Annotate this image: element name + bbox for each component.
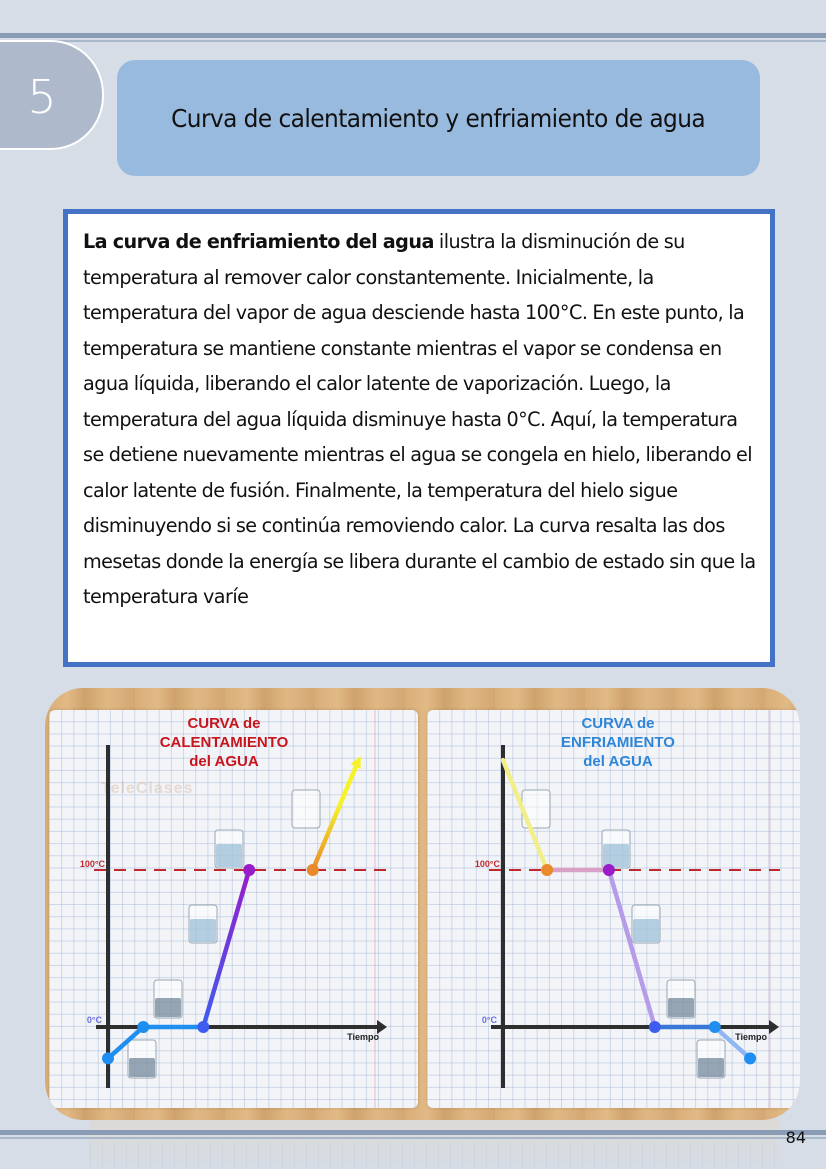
y-label-100c: 100°C (79, 859, 105, 869)
chart-title-line: del AGUA (189, 753, 259, 770)
cooling-curve-chart (427, 710, 800, 1108)
body-bold-lead: La curva de enfriamiento del agua (83, 230, 434, 253)
footer-rule-thin (0, 1137, 826, 1139)
series-line-agua-líquida (609, 870, 655, 1027)
heating-curve-chart (49, 710, 418, 1108)
beaker-water (216, 844, 242, 867)
chart-title-line: CURVA de (581, 715, 655, 732)
body-text: ilustra la disminución de su temperatura al remover calor constantemente. Inicialmente, la temperatura del vapor de agua desciende hasta 100°C. En este punto, la temperatura se mantiene constante mientras el vapor se condensa en agua líquida, liberando el calor latente de vaporización. Luego, la temperatura del agua líquida disminuye hasta 0°C. Aquí, la temperatura se detiene nuevamente mientras el agua se congela en hielo, liberando el calor latente de fusión. Finalmente, la temperatura del hielo sigue disminuyendo si se continúa removiendo calor. La curva resalta las dos mesetas donde la energía se libera durante el cambio de estado sin que la temperatura varíe (83, 230, 756, 608)
data-point (102, 1052, 114, 1064)
watermark: TeleClases (101, 780, 194, 797)
chart-title-line: CURVA de (187, 715, 261, 732)
beaker-water (190, 919, 216, 942)
y-label-0c: 0°C (481, 1015, 497, 1025)
data-point (744, 1052, 756, 1064)
data-point (541, 864, 553, 876)
body-text-box (63, 209, 775, 667)
beaker-ice (155, 998, 181, 1017)
footer-rule (0, 1130, 826, 1135)
figure-panel (45, 688, 800, 1120)
data-point (603, 864, 615, 876)
cooling-curve-card (427, 710, 800, 1108)
chart-title-line: ENFRIAMIENTO (561, 734, 675, 751)
y-label-100c: 100°C (474, 859, 500, 869)
header-rule-thin (0, 40, 826, 42)
section-number-badge (0, 40, 104, 150)
header-rule (0, 33, 826, 38)
section-title: Curva de calentamiento y enfriamiento de agua (171, 103, 706, 133)
x-axis-label: Tiempo (735, 1032, 767, 1042)
y-label-0c: 0°C (86, 1015, 102, 1025)
section-title-box (117, 60, 760, 176)
body-paragraph (68, 214, 770, 615)
data-point (709, 1021, 721, 1033)
page-number: 84 (785, 1128, 806, 1147)
beaker-ice (668, 998, 694, 1017)
heating-curve-card (49, 710, 418, 1108)
data-point (649, 1021, 661, 1033)
data-point (243, 864, 255, 876)
beaker-ice (129, 1058, 155, 1077)
chart-title-line: del AGUA (583, 753, 653, 770)
data-point (137, 1021, 149, 1033)
data-point (307, 864, 319, 876)
beaker-water (603, 844, 629, 867)
figure-ghost-reflection (90, 1142, 780, 1169)
section-number: 5 (27, 70, 57, 124)
beaker-icon (292, 790, 320, 828)
x-axis-arrow-icon (769, 1020, 779, 1034)
beaker-water (633, 919, 659, 942)
data-point (197, 1021, 209, 1033)
x-axis-label: Tiempo (347, 1032, 379, 1042)
series-line-agua-líquida (203, 870, 249, 1027)
chart-title-line: CALENTAMIENTO (159, 734, 289, 751)
beaker-ice (698, 1058, 724, 1077)
